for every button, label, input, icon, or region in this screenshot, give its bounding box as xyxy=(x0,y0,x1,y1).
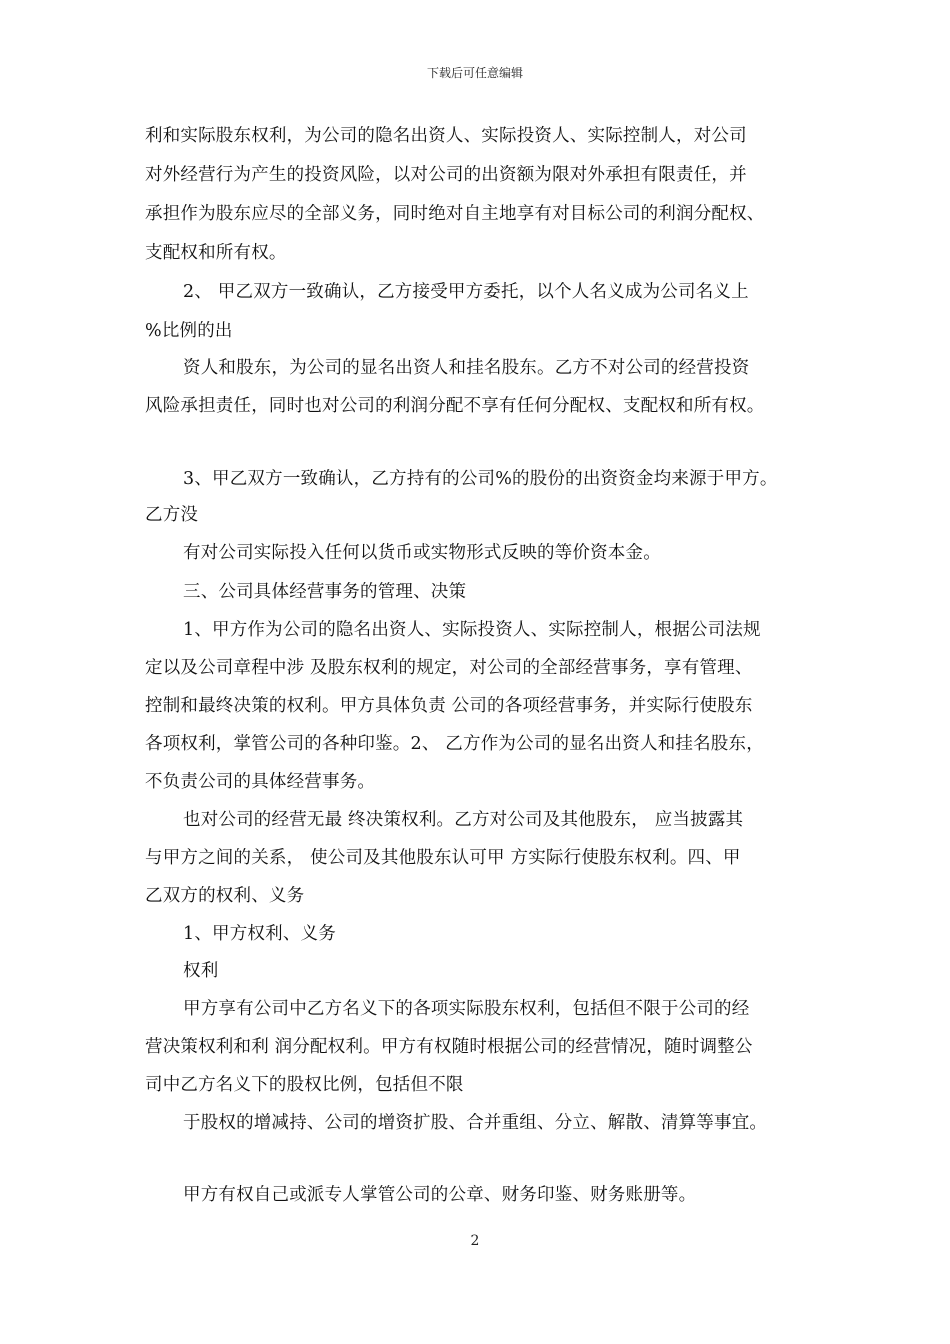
text-line: 营决策权利和利 润分配权利。甲方有权随时根据公司的经营情况，随时调整公 xyxy=(145,1037,753,1057)
text-line: 资人和股东，为公司的显名出资人和挂名股东。乙方不对公司的经营投资 xyxy=(183,358,750,378)
text-line: 乙双方的权利、义务 xyxy=(145,886,305,906)
text-line: 甲方有权自己或派专人掌管公司的公章、财务印鉴、财务账册等。 xyxy=(183,1185,697,1205)
text-line: 3、甲乙双方一致确认，乙方持有的公司%的股份的出资资金均来源于甲方。 xyxy=(183,469,778,489)
text-line: 承担作为股东应尽的全部义务，同时绝对自主地享有对目标公司的利润分配权、 xyxy=(145,204,765,224)
page-number: 2 xyxy=(470,1233,480,1249)
page-header: 下载后可任意编辑 xyxy=(426,66,523,80)
text-line: 风险承担责任，同时也对公司的利润分配不享有任何分配权、支配权和所有权。 xyxy=(145,396,765,416)
text-line: %比例的出 xyxy=(145,321,233,341)
text-line: 支配权和所有权。 xyxy=(145,243,287,263)
text-line: 1、甲方权利、义务 xyxy=(183,924,336,944)
text-line: 2、 甲乙双方一致确认，乙方接受甲方委托，以个人名义成为公司名义上 xyxy=(183,282,749,302)
text-line: 与甲方之间的关系， 使公司及其他股东认可甲 方实际行使股东权利。四、甲 xyxy=(145,848,741,868)
text-line: 不负责公司的具体经营事务。 xyxy=(145,772,376,792)
text-line: 甲方享有公司中乙方名义下的各项实际股东权利，包括但不限于公司的经 xyxy=(183,999,750,1019)
text-line: 权利 xyxy=(183,961,219,981)
text-line: 司中乙方名义下的股权比例，包括但不限 xyxy=(145,1075,464,1095)
text-line: 控制和最终决策的权利。甲方具体负责 公司的各项经营事务，并实际行使股东 xyxy=(145,696,753,716)
text-line: 也对公司的经营无最 终决策权利。乙方对公司及其他股东， 应当披露其 xyxy=(183,810,744,830)
text-line: 定以及公司章程中涉 及股东权利的规定，对公司的全部经营事务，享有管理、 xyxy=(145,658,753,678)
text-line: 有对公司实际投入任何以货币或实物形式反映的等价资本金。 xyxy=(183,543,661,563)
text-line: 对外经营行为产生的投资风险，以对公司的出资额为限对外承担有限责任，并 xyxy=(145,165,747,185)
section-heading: 三、公司具体经营事务的管理、决策 xyxy=(183,582,467,602)
text-line: 乙方没 xyxy=(145,505,199,525)
text-line: 1、甲方作为公司的隐名出资人、实际投资人、实际控制人，根据公司法规 xyxy=(183,620,761,640)
text-line: 各项权利，掌管公司的各种印鉴。2、 乙方作为公司的显名出资人和挂名股东， xyxy=(145,734,764,754)
text-line: 于股权的增减持、公司的增资扩股、合并重组、分立、解散、清算等事宜。 xyxy=(183,1113,768,1133)
text-line: 利和实际股东权利，为公司的隐名出资人、实际投资人、实际控制人，对公司 xyxy=(145,126,747,146)
